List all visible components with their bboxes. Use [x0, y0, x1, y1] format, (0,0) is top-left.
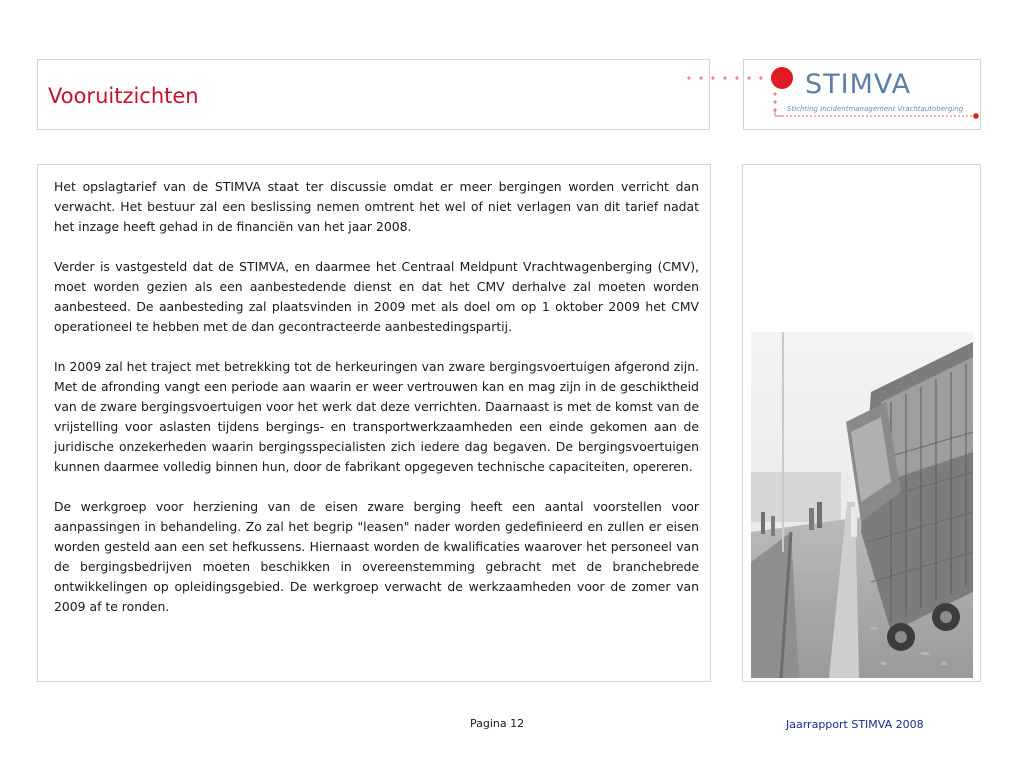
logo-name: STIMVA: [805, 69, 912, 100]
logo-red-ball: [771, 67, 793, 89]
page-title: Vooruitzichten: [48, 84, 199, 108]
title-box: [37, 59, 710, 130]
logo-vertical-dots: [773, 92, 776, 111]
page-number: Pagina 12: [470, 717, 525, 730]
paragraph: Het opslagtarief van de STIMVA staat ter discussie omdat er meer bergingen worden verricht dan verwacht. Het bestuur zal een beslissing nemen omtrent het wel of niet verlagen van dit tarief nadat het inzage heeft gehad in de financiën van het jaar 2008.: [54, 179, 699, 234]
accident-photo: [751, 332, 973, 678]
logo-dots: [687, 76, 762, 79]
paragraph: In 2009 zal het traject met betrekking tot de herkeuringen van zware bergingsvoertuigen afgerond zijn. Met de afronding vangt een periode aan waarin er weer vertrouwen kan en mag zijn in de geschiktheid van de zware bergingsvoertuigen voor het werk dat deze verrichten. Daarnaast is met de komst van de vrijstelling voor aslasten tijdens bergings- en transportwerkzaamheden een einde gekomen aan de juridische onzekerheden waarin bergingsspecialisten zich iedere dag begaven. De bergingsvoertuigen kunnen daarmee volledig binnen hun, door de fabrikant opgegeven technische capaciteiten, opereren.: [54, 359, 699, 474]
logo-end-dot: [973, 113, 979, 119]
stimva-logo: [683, 60, 993, 130]
paragraph: De werkgroep voor herziening van de eisen zware berging heeft een aantal voorstellen voor aanpassingen in behandeling. Zo zal het begrip "leasen" nader worden gedefinieerd en zullen er eisen worden gesteld aan een set hefkussens. Hiernaast worden de kwalificaties waarover het personeel van de bergingsbedrijven moeten beschikken in overeenstemming gebracht met de branchebrede ontwikkelingen op opleidingsgebied. De werkgroep verwacht de werkzaamheden voor de zomer van 2009 af te ronden.: [54, 499, 699, 614]
paragraph: Verder is vastgesteld dat de STIMVA, en daarmee het Centraal Meldpunt Vrachtwagenberging (CMV), moet worden gezien als een aanbestedende dienst en dat het CMV derhalve zal moeten worden aanbesteed. De aanbesteding zal plaatsvinden in 2009 met als doel om op 1 oktober 2009 het CMV operationeel te hebben met de dan gecontracteerde aanbestedingspartij.: [54, 259, 699, 334]
report-label: Jaarrapport STIMVA 2008: [786, 718, 924, 731]
photo-box: [742, 164, 981, 682]
logo-tagline: Stichting Incidentmanagement Vrachtautoberging: [787, 105, 964, 113]
content-box: [37, 164, 711, 682]
body-text: [54, 177, 699, 637]
